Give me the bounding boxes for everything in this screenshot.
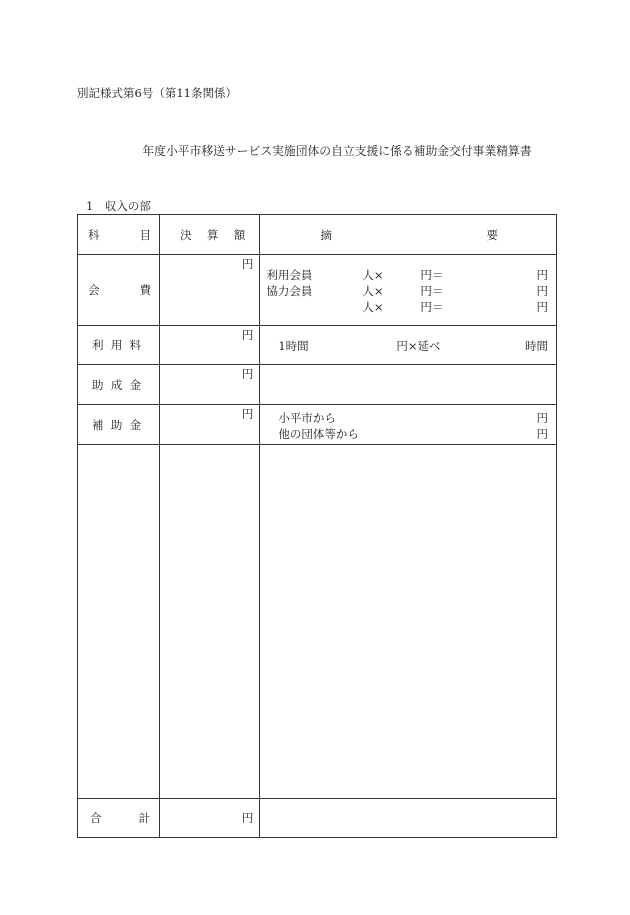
subsidy-row <box>78 405 557 445</box>
yen-unit: 円 <box>241 407 254 421</box>
usage-fee-row <box>78 326 557 365</box>
header-row <box>78 215 557 255</box>
blank-row <box>78 445 557 799</box>
header-amount: 決 算 額 <box>160 215 260 255</box>
subsidy-line: 他の団体等から 円 <box>278 427 548 441</box>
yen-unit: 円 <box>241 328 254 342</box>
grant-row <box>78 365 557 405</box>
grant-label: 助 成 金 <box>78 365 160 405</box>
usage-fee-note[interactable] <box>260 326 557 365</box>
subsidy-label: 補 助 金 <box>78 405 160 445</box>
blank-subject[interactable] <box>78 445 160 799</box>
membership-line: 協力会員 人× 円＝ 円 <box>266 284 548 298</box>
membership-amount[interactable] <box>160 255 260 326</box>
section-heading: 1 収入の部 <box>86 199 151 213</box>
header-subject: 科 目 <box>78 215 160 255</box>
yen-unit: 円 <box>241 811 254 825</box>
subsidy-line: 小平市から 円 <box>278 411 548 425</box>
grant-note[interactable] <box>260 365 557 405</box>
membership-note[interactable] <box>260 255 557 326</box>
total-label: 合 計 <box>78 799 160 838</box>
form-number: 別記様式第6号（第11条関係） <box>77 86 237 100</box>
membership-line: 利用会員 人× 円＝ 円 <box>266 268 548 282</box>
total-note[interactable] <box>260 799 557 838</box>
yen-unit: 円 <box>241 257 254 271</box>
header-note: 摘 要 <box>260 215 557 255</box>
total-amount[interactable] <box>160 799 260 838</box>
usage-fee-label: 利 用 料 <box>78 326 160 365</box>
usage-fee-line: 1時間 円×延べ 時間 <box>278 339 548 353</box>
blank-note[interactable] <box>260 445 557 799</box>
total-row <box>78 799 557 838</box>
yen-unit: 円 <box>241 367 254 381</box>
membership-label: 会 費 <box>78 255 160 326</box>
blank-amount[interactable] <box>160 445 260 799</box>
usage-fee-amount[interactable] <box>160 326 260 365</box>
membership-line: 人× 円＝ 円 <box>362 300 548 314</box>
membership-row <box>78 255 557 326</box>
income-table <box>77 214 557 838</box>
document-title: 年度小平市移送サービス実施団体の自立支援に係る補助金交付事業精算書 <box>142 144 532 158</box>
subsidy-note[interactable] <box>260 405 557 445</box>
grant-amount[interactable] <box>160 365 260 405</box>
subsidy-amount[interactable] <box>160 405 260 445</box>
